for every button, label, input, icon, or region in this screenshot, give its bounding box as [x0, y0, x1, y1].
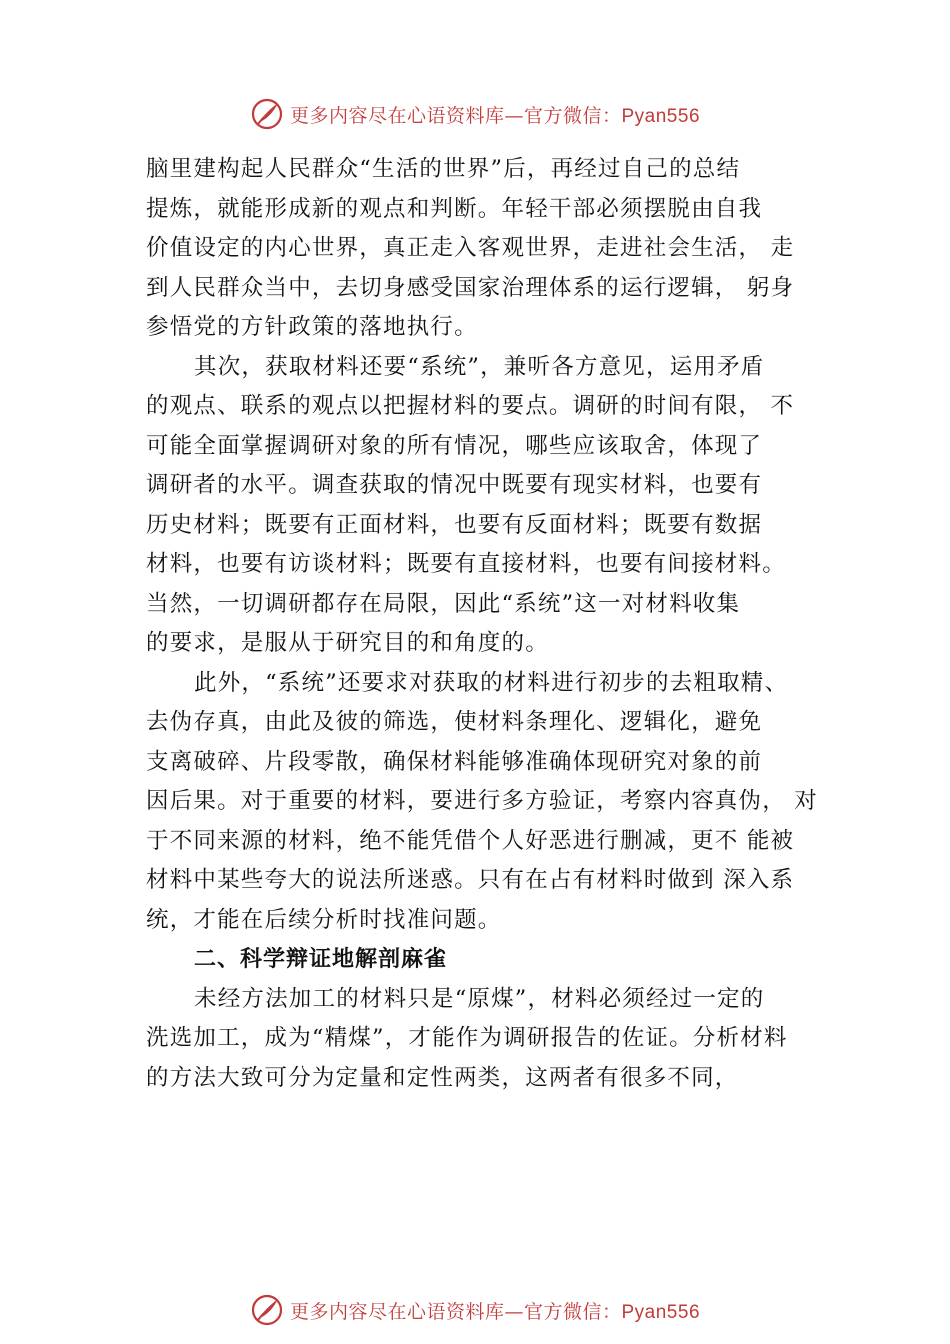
text-line: 脑里建构起人民群众“生活的世界”后，再经过自己的总结	[146, 156, 741, 182]
text-line: 提炼，就能形成新的观点和判断。年轻干部必须摆脱由自我	[146, 195, 763, 222]
quill-logo-icon	[250, 1293, 284, 1327]
text-line: 此外，“系统”还要求对获取的材料进行初步的去粗取精、	[194, 669, 789, 696]
text-line: 到人民群众当中，去切身感受国家治理体系的运行逻辑， 躬身	[146, 274, 795, 301]
text-line: 材料中某些夸大的说法所迷惑。只有在占有材料时做到 深入系	[146, 867, 795, 893]
watermark-footer	[0, 1290, 950, 1330]
text-line: 调研者的水平。调查获取的情况中既要有现实材料，也要有	[146, 472, 763, 498]
text-line: 的方法大致可分为定量和定性两类，这两者有很多不同，	[146, 1064, 739, 1091]
watermark-handle: Pyan556	[621, 105, 701, 127]
paragraph-4	[146, 980, 822, 1099]
text-line: 洗选加工，成为“精煤”，才能作为调研报告的佐证。分析材料	[146, 1025, 788, 1051]
watermark-separator: —	[504, 104, 524, 127]
section-heading: 二、科学辩证地解剖麻雀	[194, 947, 448, 972]
text-line: 其次，获取材料还要“系统”，兼听各方意见，运用矛盾	[194, 353, 765, 380]
text-line: 支离破碎、片段零散，确保材料能够准确体现研究对象的前	[146, 748, 763, 775]
watermark-handle: Pyan556	[621, 1301, 701, 1323]
watermark-text	[290, 101, 700, 128]
watermark-brand: 更多内容尽在心语资料库	[289, 1300, 505, 1323]
watermark-text	[290, 1297, 700, 1324]
watermark-separator: —	[504, 1300, 524, 1323]
text-line: 未经方法加工的材料只是“原煤”，材料必须经过一定的	[194, 985, 765, 1012]
watermark-brand: 更多内容尽在心语资料库	[289, 104, 505, 127]
text-line: 的观点、联系的观点以把握材料的要点。调研的时间有限， 不	[146, 393, 795, 419]
text-line: 价值设定的内心世界，真正走入客观世界，走进社会生活， 走	[146, 235, 795, 261]
watermark-channel: 官方微信：	[523, 1300, 622, 1323]
text-line: 参悟党的方针政策的落地执行。	[146, 314, 478, 340]
watermark-header	[0, 94, 950, 134]
text-line: 统，才能在后续分析时找准问题。	[146, 906, 502, 933]
text-line: 去伪存真，由此及彼的筛选，使材料条理化、逻辑化，避免	[146, 709, 763, 735]
watermark-channel: 官方微信：	[523, 104, 622, 127]
text-line: 可能全面掌握调研对象的所有情况，哪些应该取舍，体现了	[146, 432, 763, 459]
text-line: 当然，一切调研都存在局限，因此“系统”这一对材料收集	[146, 590, 741, 617]
paragraph-1	[146, 150, 822, 348]
paragraph-2	[146, 348, 822, 664]
text-line: 的要求，是服从于研究目的和角度的。	[146, 630, 549, 656]
text-line: 因后果。对于重要的材料，要进行多方验证，考察内容真伪， 对	[146, 788, 818, 814]
text-line: 历史材料；既要有正面材料，也要有反面材料；既要有数据	[146, 511, 763, 538]
text-line: 于不同来源的材料，绝不能凭借个人好恶进行删减，更不 能被	[146, 827, 795, 854]
paragraph-3	[146, 664, 822, 941]
text-line: 材料，也要有访谈材料；既要有直接材料，也要有间接材料。	[146, 551, 786, 577]
document-body	[146, 150, 822, 1098]
quill-logo-icon	[250, 97, 284, 131]
